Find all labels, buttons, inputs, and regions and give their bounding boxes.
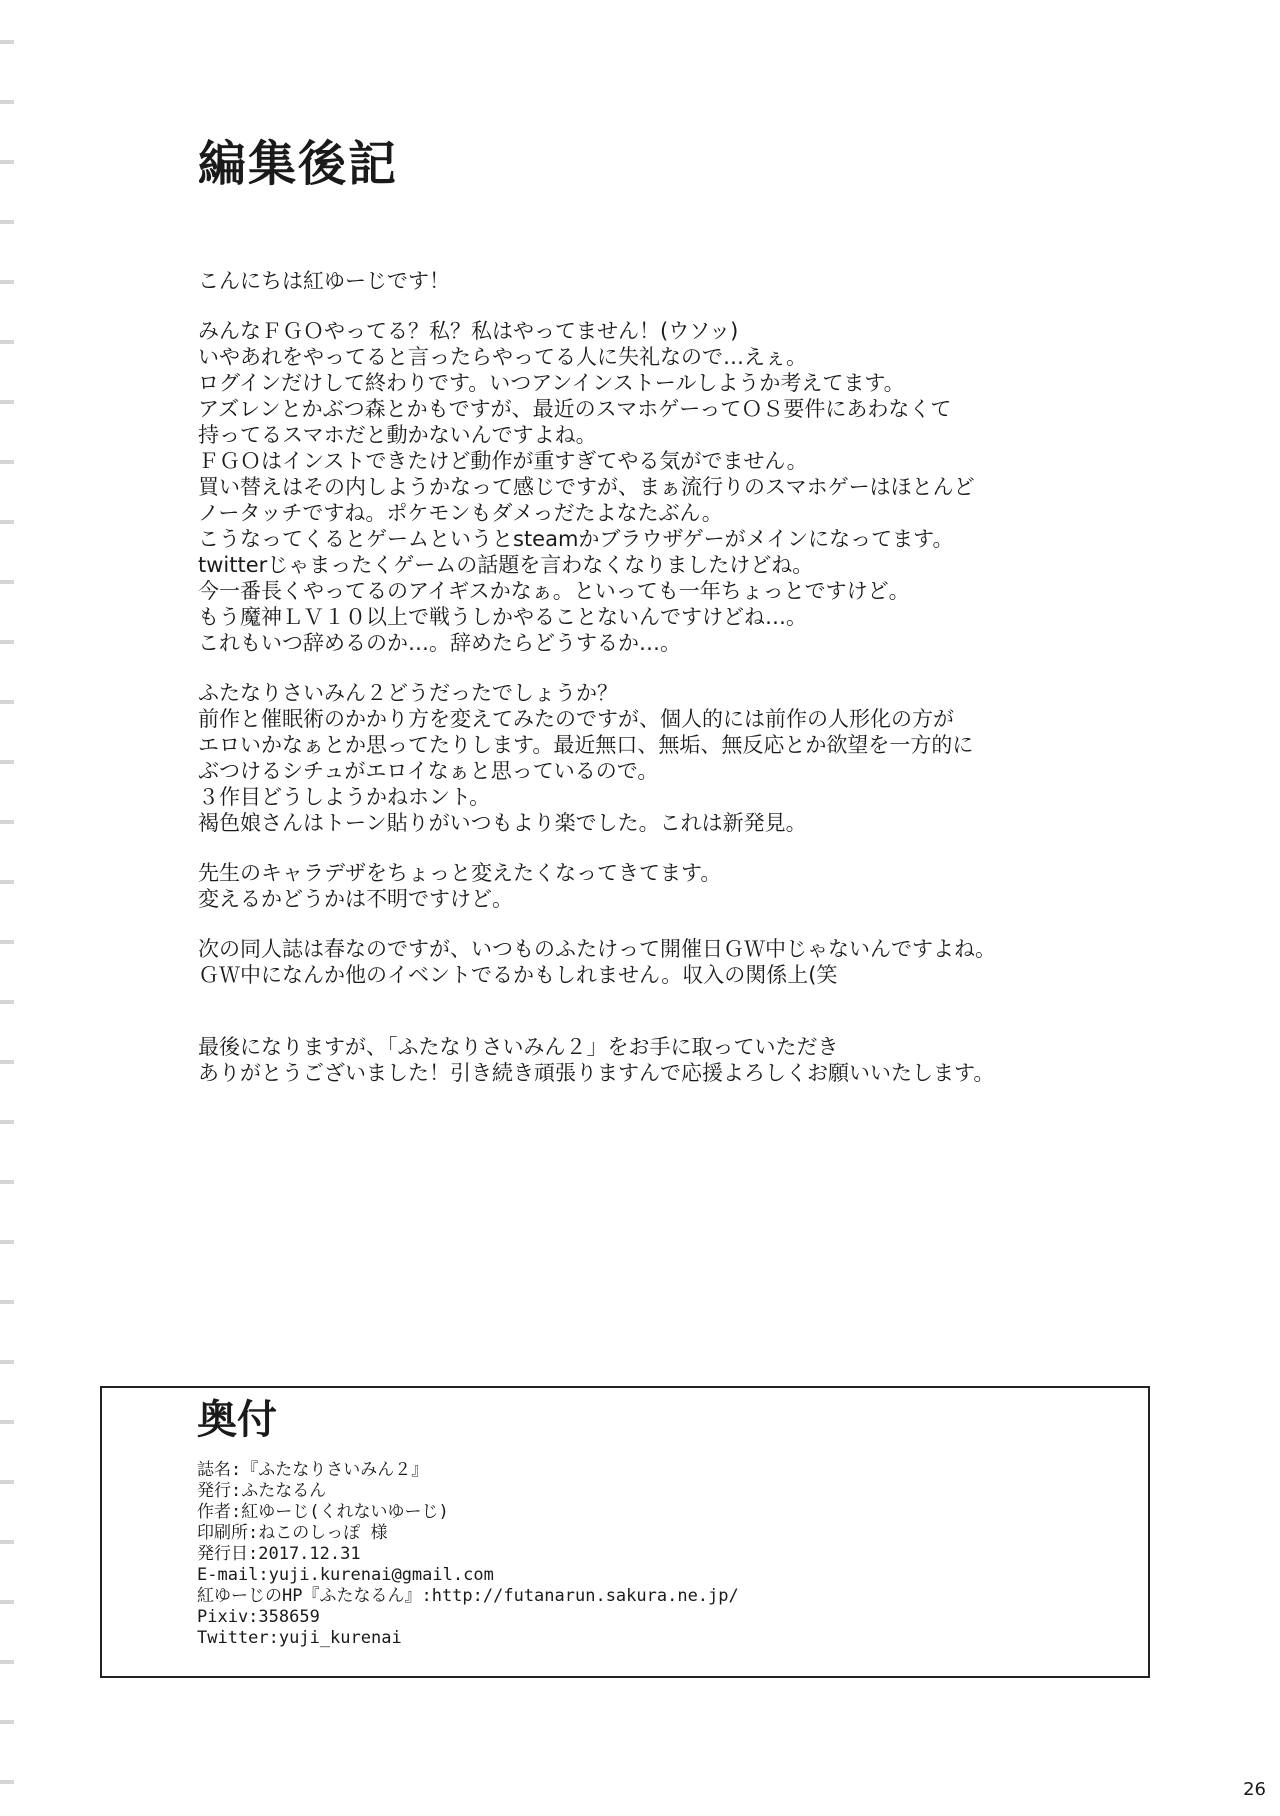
text-line: ふたなりさいみん２どうだったでしょうか？ <box>198 681 618 705</box>
colophon-title: 奥付 <box>197 1397 277 1443</box>
text-line: 変えるかどうかは不明ですけど。 <box>198 887 513 911</box>
colophon-entry-pixiv: Pixiv:358659 <box>197 1607 320 1627</box>
text-line: ＦＧＯはインストできたけど動作が重すぎてやる気がでません。 <box>198 449 808 473</box>
paragraph-closing <box>198 1034 1198 1086</box>
paragraph-book-review <box>198 680 1198 836</box>
colophon-entry-author: 作者:紅ゆーじ(くれないゆーじ) <box>197 1502 449 1522</box>
paragraph-next-event <box>198 936 1198 988</box>
text-line: 前作と催眠術のかかり方を変えてみたのですが、個人的には前作の人形化の方が <box>198 707 954 731</box>
text-line: ＧＷ中になんか他のイベントでるかもしれません。収入の関係上(笑 <box>198 963 838 987</box>
colophon-entry-publisher: 発行:ふたなるん <box>197 1481 327 1501</box>
text-line: 今一番長くやってるのアイギスかなぁ。といっても一年ちょっとですけど。 <box>198 579 910 603</box>
page-number: 26 <box>1243 1779 1266 1800</box>
colophon-entry-printer: 印刷所:ねこのしっぽ 様 <box>197 1523 388 1543</box>
text-line: エロいかなぁとか思ってたりします。最近無口、無垢、無反応とか欲望を一方的に <box>198 733 974 757</box>
text-line: 褐色娘さんはトーン貼りがいつもより楽でした。これは新発見。 <box>198 811 807 835</box>
text-line: twitterじゃまったくゲームの話題を言わなくなりましたけどね。 <box>198 553 814 577</box>
text-line: 持ってるスマホだと動かないんですよね。 <box>198 423 597 447</box>
text-line: ログインだけして終わりです。いつアンインストールしようか考えてます。 <box>198 371 905 395</box>
colophon-box <box>100 1386 1150 1678</box>
colophon-entry-date: 発行日:2017.12.31 <box>197 1544 361 1564</box>
text-line: 先生のキャラデザをちょっと変えたくなってきてます。 <box>198 861 722 885</box>
text-line: こんにちは紅ゆーじです！ <box>198 269 450 293</box>
text-line: 買い替えはその内しようかなって感じですが、まぁ流行りのスマホゲーはほとんど <box>198 475 975 499</box>
text-line: いやあれをやってると言ったらやってる人に失礼なので…えぇ。 <box>198 345 807 369</box>
colophon-entry-twitter: Twitter:yuji_kurenai <box>197 1628 402 1648</box>
text-line: ありがとうございました！引き続き頑張りますんで応援よろしくお願いいたします。 <box>198 1061 995 1085</box>
text-line: アズレンとかぶつ森とかもですが、最近のスマホゲーってＯＳ要件にあわなくて <box>198 397 952 421</box>
text-line: 次の同人誌は春なのですが、いつものふたけって開催日ＧＷ中じゃないんですよね。 <box>198 937 996 961</box>
paragraph-games <box>198 318 1198 656</box>
colophon-list <box>197 1460 739 1649</box>
afterword-body <box>198 268 1198 1110</box>
colophon-entry-title: 誌名:『ふたなりさいみん２』 <box>197 1460 429 1480</box>
colophon-entry-homepage: 紅ゆーじのHP『ふたなるん』:http://futanarun.sakura.ne.jp/ <box>197 1586 739 1606</box>
text-line: これもいつ辞めるのか…。辞めたらどうするか…。 <box>198 631 681 655</box>
paragraph-character-design <box>198 860 1198 912</box>
text-line: ぶつけるシチュがエロイなぁと思っているので。 <box>198 759 659 783</box>
text-line: 最後になりますが、「ふたなりさいみん２」をお手に取っていただき <box>198 1035 839 1059</box>
colophon-entry-email: E-mail:yuji.kurenai@gmail.com <box>197 1565 494 1585</box>
paragraph-greeting <box>198 268 1198 294</box>
text-line: こうなってくるとゲームというとsteamかブラウザゲーがメインになってます。 <box>198 527 954 551</box>
afterword-heading: 編集後記 <box>198 136 399 192</box>
page-binding-edge <box>0 0 14 1816</box>
text-line: ３作目どうしようかねホント。 <box>198 785 491 809</box>
text-line: ノータッチですね。ポケモンもダメっだたよなたぶん。 <box>198 501 723 525</box>
text-line: みんなＦＧＯやってる？私？私はやってません！(ウソッ) <box>198 319 739 343</box>
text-line: もう魔神ＬＶ１０以上で戦うしかやることないんですけどね…。 <box>198 605 807 629</box>
